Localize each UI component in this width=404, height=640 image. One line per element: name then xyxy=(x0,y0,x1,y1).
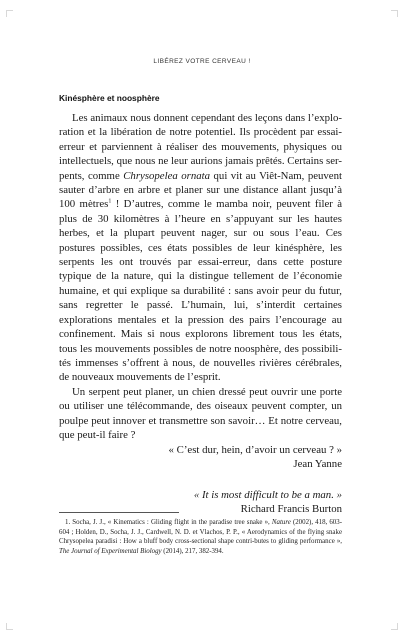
quote-1-author: Jean Yanne xyxy=(293,458,342,471)
footnote-marker[interactable]: 1 xyxy=(108,198,112,205)
species-name: Chrysopelea ornata xyxy=(123,169,211,182)
footnote-text-b: (2002), 418, 603-604 ; Holden, D., Socha, J. J., Cardwell, N. D. et Vlachos, P. P., « Aerodynamics of the flying snake Chrysopelea paradisi : How a bluff body cross-sectional shape contri-butes to gliding performance », xyxy=(59,519,342,546)
body-paragraph-2: Un serpent peut planer, un chien dressé peut ouvrir une porte ou utiliser une télécommande, des oiseaux peuvent compter, un poulpe peut innover et transmettre son savoir… Et notre cerveau, que peut-il faire ? xyxy=(59,385,342,441)
crop-mark-top-left xyxy=(6,10,13,17)
footnote-separator xyxy=(59,512,179,513)
crop-mark-bottom-left xyxy=(6,623,13,630)
body-paragraph-1 xyxy=(59,111,342,385)
quote-2-text: « It is most difficult to be a man. » xyxy=(193,489,342,502)
section-heading: Kinésphère et noosphère xyxy=(59,93,160,103)
text-block xyxy=(59,93,342,516)
footnote-1 xyxy=(59,518,342,557)
paragraph-1-text-a: Les animaux nous donnent cependant des leçons dans l’explo-ration et la libération de notre potentiel. Ils procèdent par essai-erreur et parviennent à réaliser des mouvements, physiques ou intellectuels, que nous ne leur aurions jamais prêtés. Certains ser-pents, comme xyxy=(59,112,342,182)
quote-2-author: Richard Francis Burton xyxy=(240,503,342,516)
running-head: LIBÉREZ VOTRE CERVEAU ! xyxy=(153,58,251,65)
paragraph-1-text-c: ! D’autres, comme le mamba noir, peuvent filer à plus de 30 kilomètres à l’heure en s’appuyant sur les hautes herbes, et la plupart peuvent nager, sur ou sous l’eau. Ces postures possibles, ces états possibles de leur kinésphère, les serpents les ont trouvés par essai-erreur, dans cette posture typique de la nature, qui la distingue tellement de l’économie humaine, et qui explique sa durabilité : sans avoir peur du futur, sans regretter le passé. L’humain, lui, s’interdit certaines explorations mentales et la pression des pairs l’encourage au confinement. Mais si nous explorons librement tous les états, tous les mouvements possibles de notre noosphère, des possibili-tés immenses s’offrent à nous, de nouvelles rivières cérébrales, de nouveaux mouvements de l’esprit. xyxy=(59,198,342,384)
crop-mark-bottom-right xyxy=(391,623,398,630)
footnote-journal-1: Nature xyxy=(271,519,291,526)
epigraph-quote-1 xyxy=(59,443,342,471)
footnote-journal-2: The Journal of Experimental Biology xyxy=(59,548,162,556)
paragraph-1-text-b: qui vit au Viêt-Nam, peuvent sauter d’arbre en arbre et planer sur une distance allant jusqu’à 100 mètres xyxy=(59,169,342,211)
footnote-text-c: (2014), 217, 382-394. xyxy=(161,548,224,556)
crop-mark-top-right xyxy=(391,10,398,17)
footnote-text-a: 1. Socha, J. J., « Kinematics : Gliding flight in the paradise tree snake », xyxy=(65,519,272,526)
quote-1-text: « C’est dur, hein, d’avoir un cerveau ? » xyxy=(168,444,342,457)
